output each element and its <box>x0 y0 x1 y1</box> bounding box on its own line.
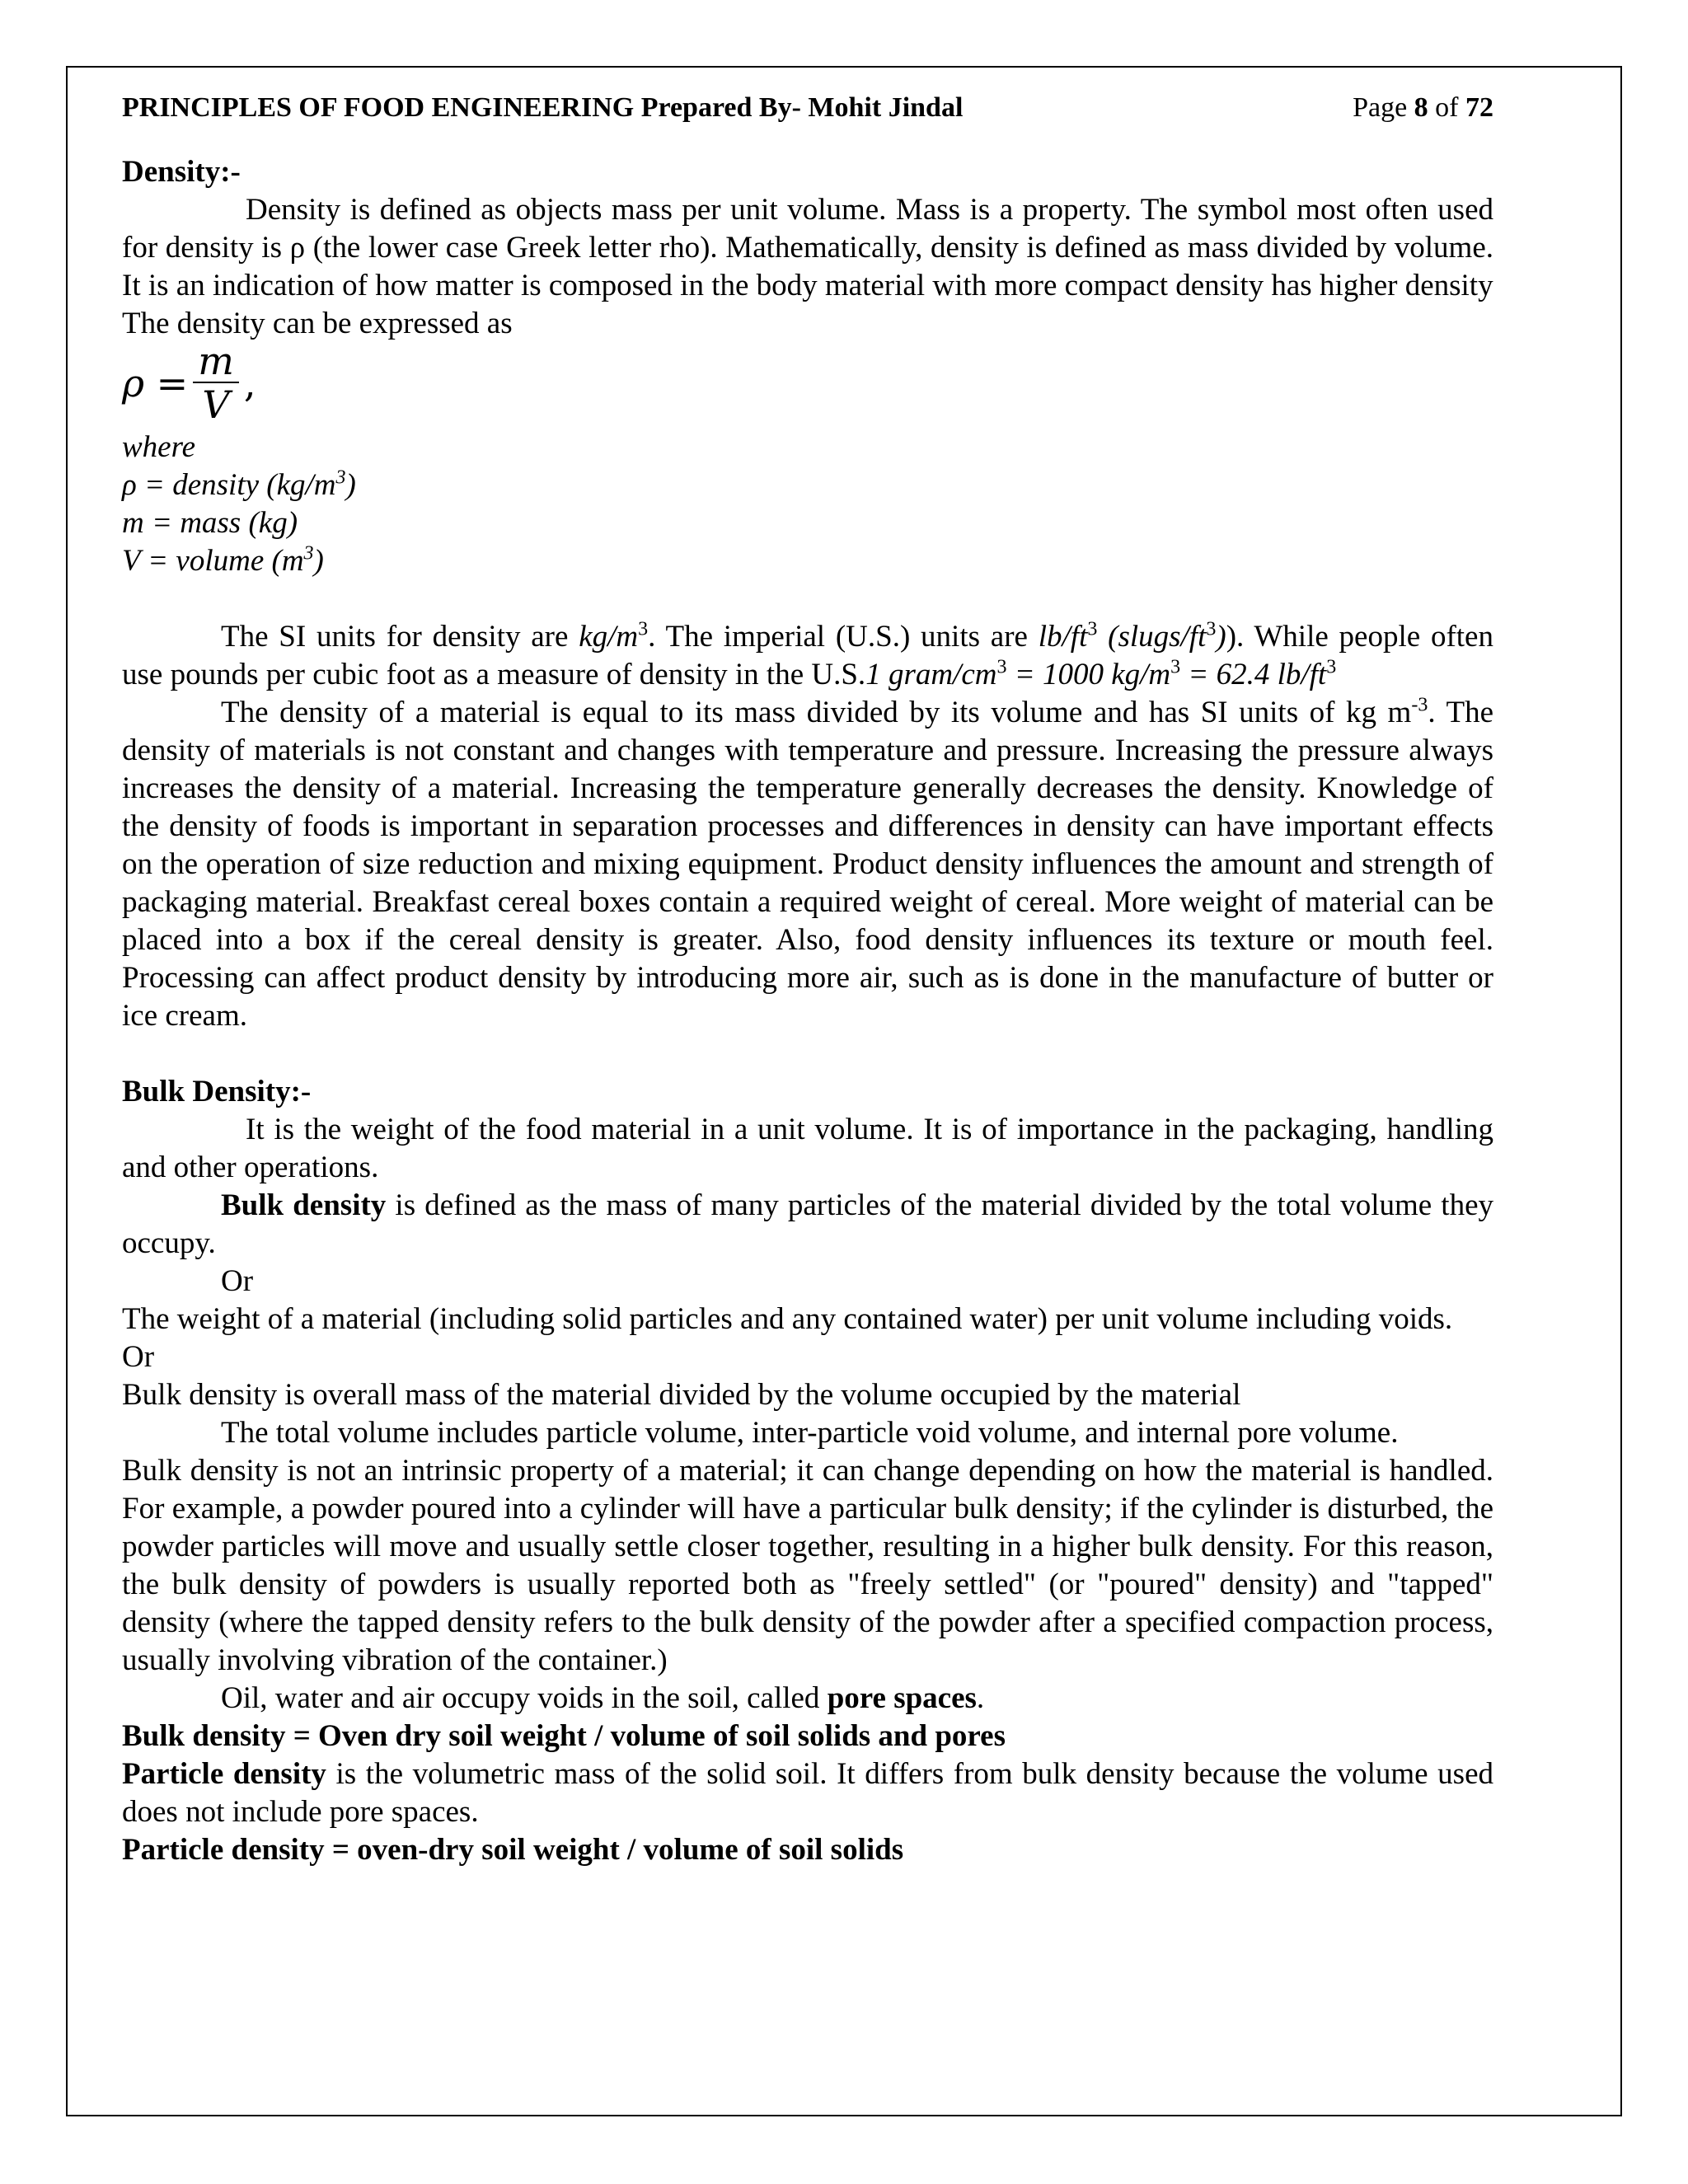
particle-density-formula: Particle density = oven-dry soil weight / volume of soil solids <box>122 1833 904 1867</box>
fraction: $\frac{m}{V}$ <box>193 340 239 426</box>
bulk-definition: Bulk density is defined as the mass of many particles of the material divided by the total volume they occupy. <box>122 1188 1494 1260</box>
section-heading-density: Density:- <box>122 155 241 189</box>
particle-density-definition: Particle density is the volumetric mass of the solid soil. It differs from bulk density because the volume used does not include pore spaces. <box>122 1757 1494 1829</box>
si-units-paragraph: The SI units for density are $kg/m^3$. The imperial (U.S.) units are $lb/ft^3$ $(slugs/ft^3)$). While people often use pounds per cubic foot as a measure of density in the U.S.1 gram/$cm^3 = 1000$ $kg/m^3 = 62.4$ $lb/ft^3$ <box>122 618 1493 691</box>
def-m: m = mass (kg) <box>122 506 298 540</box>
bulk-intrinsic: Bulk density is not an intrinsic property of a material; it can change depending on how the material is handled. For example, a powder poured into a cylinder will have a particular bulk density; if the cylinder is disturbed, the powder particles will move and usually settle closer together, resulting in a higher bulk density. For this reason, the bulk density of powders is usually reported both as "freely settled" (or "poured" density) and "tapped" density (where the tapped density refers to the bulk density of the powder after a specified compaction process, usually involving vibration of the container.) <box>122 1454 1493 1677</box>
page-number: Page 8 of 72 <box>1353 92 1493 123</box>
bulk-alt-1: The weight of a material (including solid particles and any contained water) per unit volume including voids. <box>122 1302 1453 1336</box>
or-label-2: Or <box>122 1340 155 1374</box>
pore-spaces-line: Oil, water and air occupy voids in the soil, called pore spaces. <box>221 1681 985 1715</box>
header-title: PRINCIPLES OF FOOD ENGINEERING Prepared By- Mohit Jindal <box>122 92 964 123</box>
where-label: where <box>122 430 196 464</box>
density-paragraph-2: The density of a material is equal to its mass divided by its volume and has SI units of kg $m^{-3}$. The density of materials is not constant and changes with temperature and pressure. Increasing the pressure always increases the density of a material. Increasing the temperature generally decreases the density. Knowledge of the density of foods is important in separation processes and differences in density can have important effects on the operation of size reduction and mixing equipment. Product density influences the amount and strength of packaging material. Breakfast cereal boxes contain a required weight of cereal. More weight of material can be placed into a box if the cereal density is greater. Also, food density influences its texture or mouth feel. Processing can affect product density by introducing more air, such as is done in the manufacture of butter or ice cream. <box>122 694 1493 1033</box>
or-label-1: Or <box>221 1264 254 1298</box>
density-intro: Density is defined as objects mass per unit volume. Mass is a property. The symbol most often used for density is ρ (the lower case Greek letter rho). Mathematically, density is defined as mass divided by volume. It is an indication of how matter is composed in the body material with more compact density has higher density <box>122 193 1493 302</box>
bulk-density-formula: Bulk density = Oven dry soil weight / volume of soil solids and pores <box>122 1719 1006 1753</box>
bulk-intro: It is the weight of the food material in a unit volume. It is of importance in the packaging, handling and other operations. <box>122 1113 1493 1184</box>
bulk-total-volume: The total volume includes particle volume, inter-particle void volume, and internal pore volume. <box>221 1416 1399 1450</box>
def-rho: ρ = density $(kg/m^3)$ <box>122 466 356 502</box>
section-heading-bulk-density: Bulk Density:- <box>122 1075 312 1108</box>
density-expressed: The density can be expressed as <box>122 307 513 340</box>
bulk-alt-2: Bulk density is overall mass of the material divided by the volume occupied by the material <box>122 1378 1241 1412</box>
page-content <box>122 89 1493 1869</box>
running-header <box>122 89 1493 127</box>
def-v: V = volume $(m^3)$ <box>122 542 324 578</box>
density-formula: ρ = $\frac{m}{V}$ , <box>122 339 256 427</box>
